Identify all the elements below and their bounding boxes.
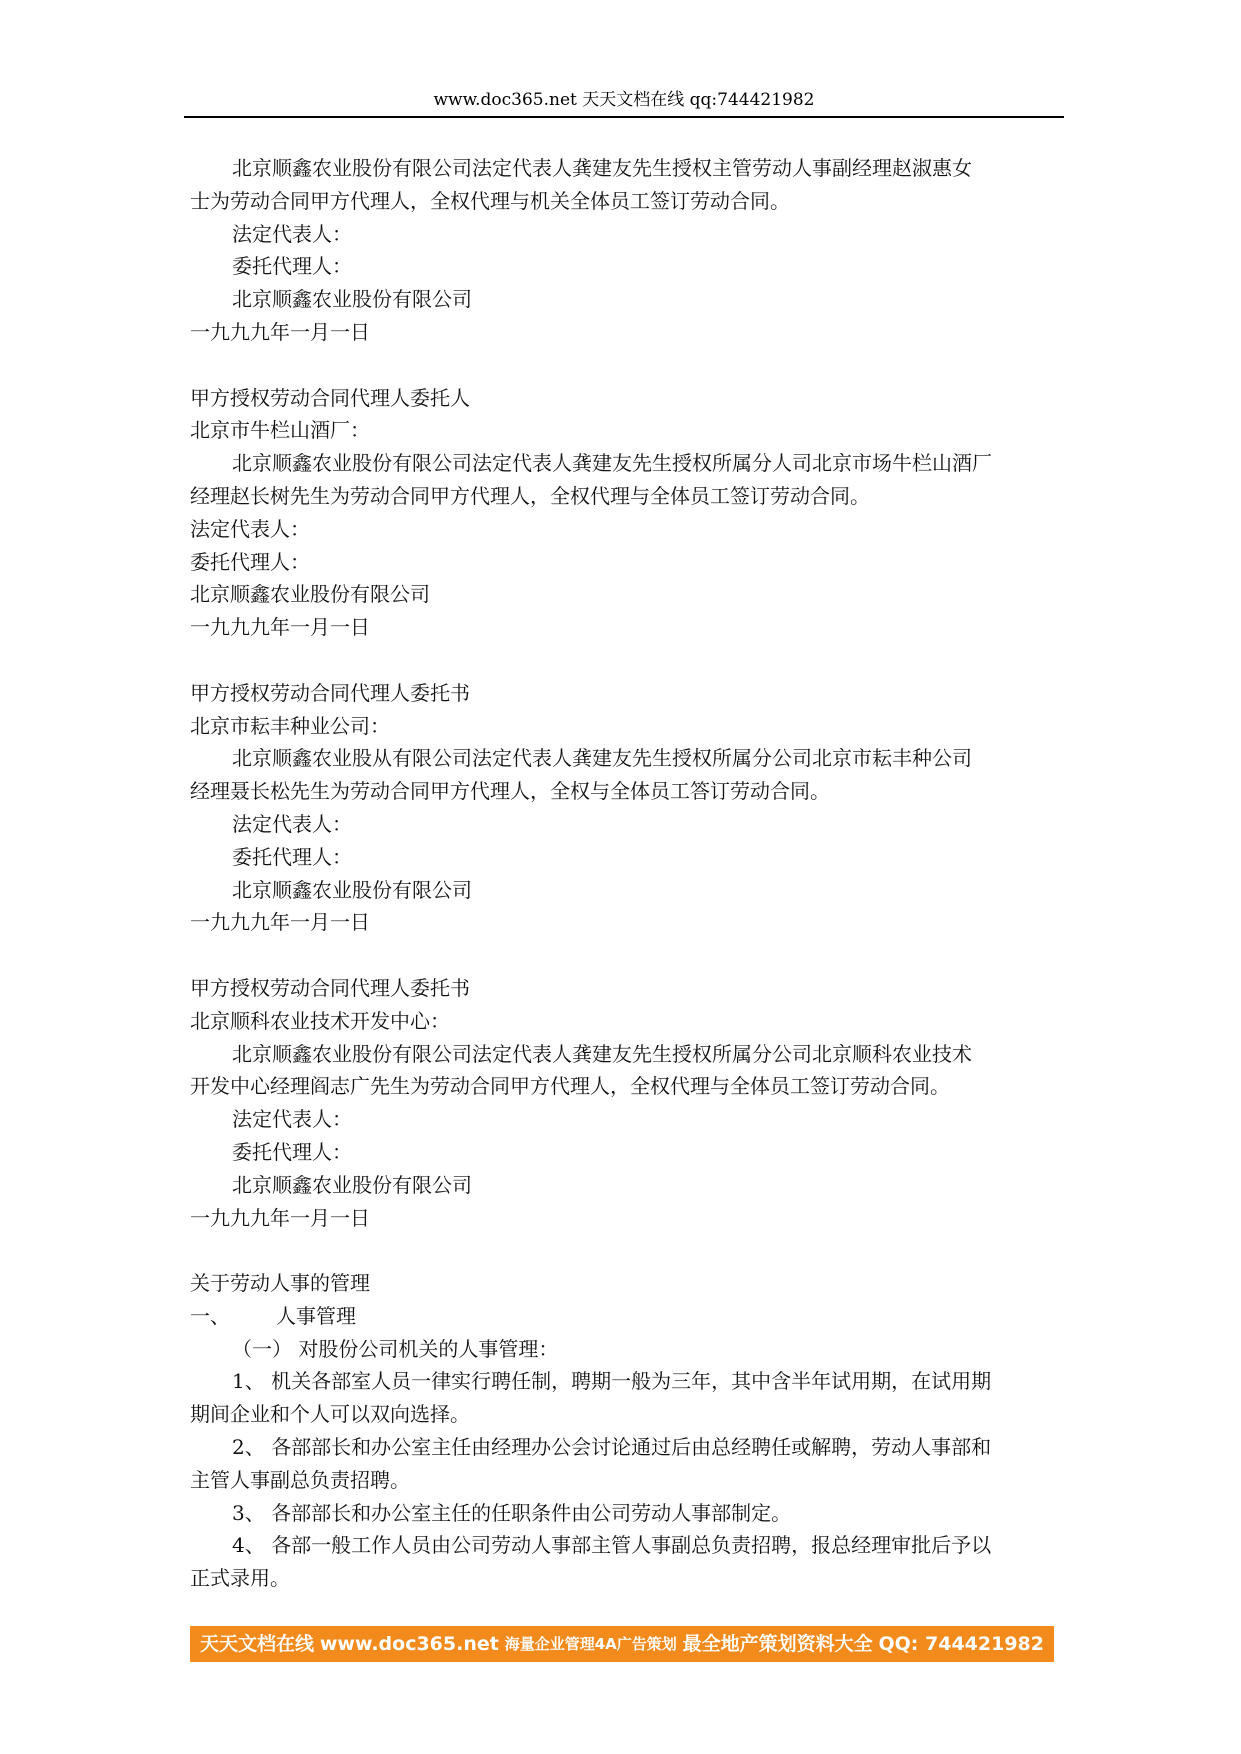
s4-addressee: 北京顺科农业技术开发中心： bbox=[190, 1008, 450, 1033]
s1-date: 一九九九年一月一日 bbox=[190, 319, 370, 344]
s3-agent: 委托代理人： bbox=[232, 844, 352, 869]
footer-brand: 天天文档在线 bbox=[200, 1633, 315, 1655]
s4-title: 甲方授权劳动合同代理人委托书 bbox=[190, 975, 470, 1000]
s5-heading-1-number: 一、 bbox=[190, 1303, 230, 1328]
spacer bbox=[190, 349, 1070, 382]
s5-heading-1-text: 人事管理 bbox=[276, 1303, 356, 1328]
s5-item-1-line-1: 1、 机关各部室人员一律实行聘任制，聘期一般为三年，其中含半年试用期，在试用期 bbox=[232, 1369, 992, 1394]
s5-heading-1 bbox=[190, 1300, 1070, 1333]
s2-paragraph-line-1: 北京顺鑫农业股份有限公司法定代表人龚建友先生授权所属分人司北京市场牛栏山酒厂 bbox=[232, 451, 992, 476]
s5-title: 关于劳动人事的管理 bbox=[190, 1271, 370, 1296]
s2-company: 北京顺鑫农业股份有限公司 bbox=[190, 582, 430, 607]
s5-item-2-line-2: 主管人事副总负责招聘。 bbox=[190, 1467, 410, 1492]
s2-title: 甲方授权劳动合同代理人委托人 bbox=[190, 385, 470, 410]
s1-paragraph-line-2: 士为劳动合同甲方代理人，全权代理与机关全体员工签订劳动合同。 bbox=[190, 188, 790, 213]
s4-paragraph-line-2: 开发中心经理阎志广先生为劳动合同甲方代理人，全权代理与全体员工签订劳动合同。 bbox=[190, 1074, 950, 1099]
header-divider bbox=[184, 116, 1064, 118]
footer-qq: QQ: 744421982 bbox=[878, 1633, 1044, 1655]
spacer bbox=[190, 939, 1070, 972]
s2-paragraph-line-2: 经理赵长树先生为劳动合同甲方代理人，全权代理与全体员工签订劳动合同。 bbox=[190, 483, 870, 508]
s4-agent: 委托代理人： bbox=[232, 1139, 352, 1164]
s5-subheading-1: （一） 对股份公司机关的人事管理： bbox=[232, 1336, 559, 1361]
s1-agent: 委托代理人： bbox=[232, 254, 352, 279]
page-header: www.doc365.net 天天文档在线 qq:744421982 bbox=[433, 90, 815, 110]
s4-company: 北京顺鑫农业股份有限公司 bbox=[232, 1172, 472, 1197]
s1-company: 北京顺鑫农业股份有限公司 bbox=[232, 287, 472, 312]
spacer bbox=[190, 1234, 1070, 1267]
s4-paragraph-line-1: 北京顺鑫农业股份有限公司法定代表人龚建友先生授权所属分公司北京顺科农业技术 bbox=[232, 1041, 972, 1066]
s5-item-3-line-1: 3、 各部部长和办公室主任的任职条件由公司劳动人事部制定。 bbox=[232, 1500, 792, 1525]
s1-legal-rep: 法定代表人： bbox=[232, 221, 352, 246]
s3-addressee: 北京市耘丰种业公司： bbox=[190, 713, 390, 738]
footer-slogan-2: 最全地产策划资料大全 bbox=[682, 1633, 873, 1655]
s3-title: 甲方授权劳动合同代理人委托书 bbox=[190, 680, 470, 705]
footer-banner[interactable] bbox=[190, 1626, 1054, 1662]
s5-item-1-line-2: 期间企业和个人可以双向选择。 bbox=[190, 1402, 470, 1427]
s2-addressee: 北京市牛栏山酒厂： bbox=[190, 418, 370, 443]
s2-legal-rep: 法定代表人： bbox=[190, 516, 310, 541]
document-body bbox=[190, 152, 1070, 1595]
s5-item-4-line-1: 4、 各部一般工作人员由公司劳动人事部主管人事副总负责招聘，报总经理审批后予以 bbox=[232, 1533, 992, 1558]
s3-legal-rep: 法定代表人： bbox=[232, 811, 352, 836]
footer-slogan-1: 海量企业管理4A广告策划 bbox=[504, 1635, 677, 1653]
spacer bbox=[190, 644, 1070, 677]
s3-company: 北京顺鑫农业股份有限公司 bbox=[232, 877, 472, 902]
s2-agent: 委托代理人： bbox=[190, 549, 310, 574]
s2-date: 一九九九年一月一日 bbox=[190, 615, 370, 640]
s3-paragraph-line-2: 经理聂长松先生为劳动合同甲方代理人，全权与全体员工答订劳动合同。 bbox=[190, 779, 830, 804]
s5-item-4-line-2: 正式录用。 bbox=[190, 1566, 290, 1591]
s4-date: 一九九九年一月一日 bbox=[190, 1205, 370, 1230]
footer-url[interactable]: www.doc365.net bbox=[319, 1633, 499, 1655]
s3-date: 一九九九年一月一日 bbox=[190, 910, 370, 935]
s3-paragraph-line-1: 北京顺鑫农业股从有限公司法定代表人龚建友先生授权所属分公司北京市耘丰种公司 bbox=[232, 746, 972, 771]
s5-item-2-line-1: 2、 各部部长和办公室主任由经理办公会讨论通过后由总经聘任或解聘，劳动人事部和 bbox=[232, 1435, 992, 1460]
s1-paragraph-line-1: 北京顺鑫农业股份有限公司法定代表人龚建友先生授权主管劳动人事副经理赵淑惠女 bbox=[232, 156, 972, 180]
s4-legal-rep: 法定代表人： bbox=[232, 1107, 352, 1132]
